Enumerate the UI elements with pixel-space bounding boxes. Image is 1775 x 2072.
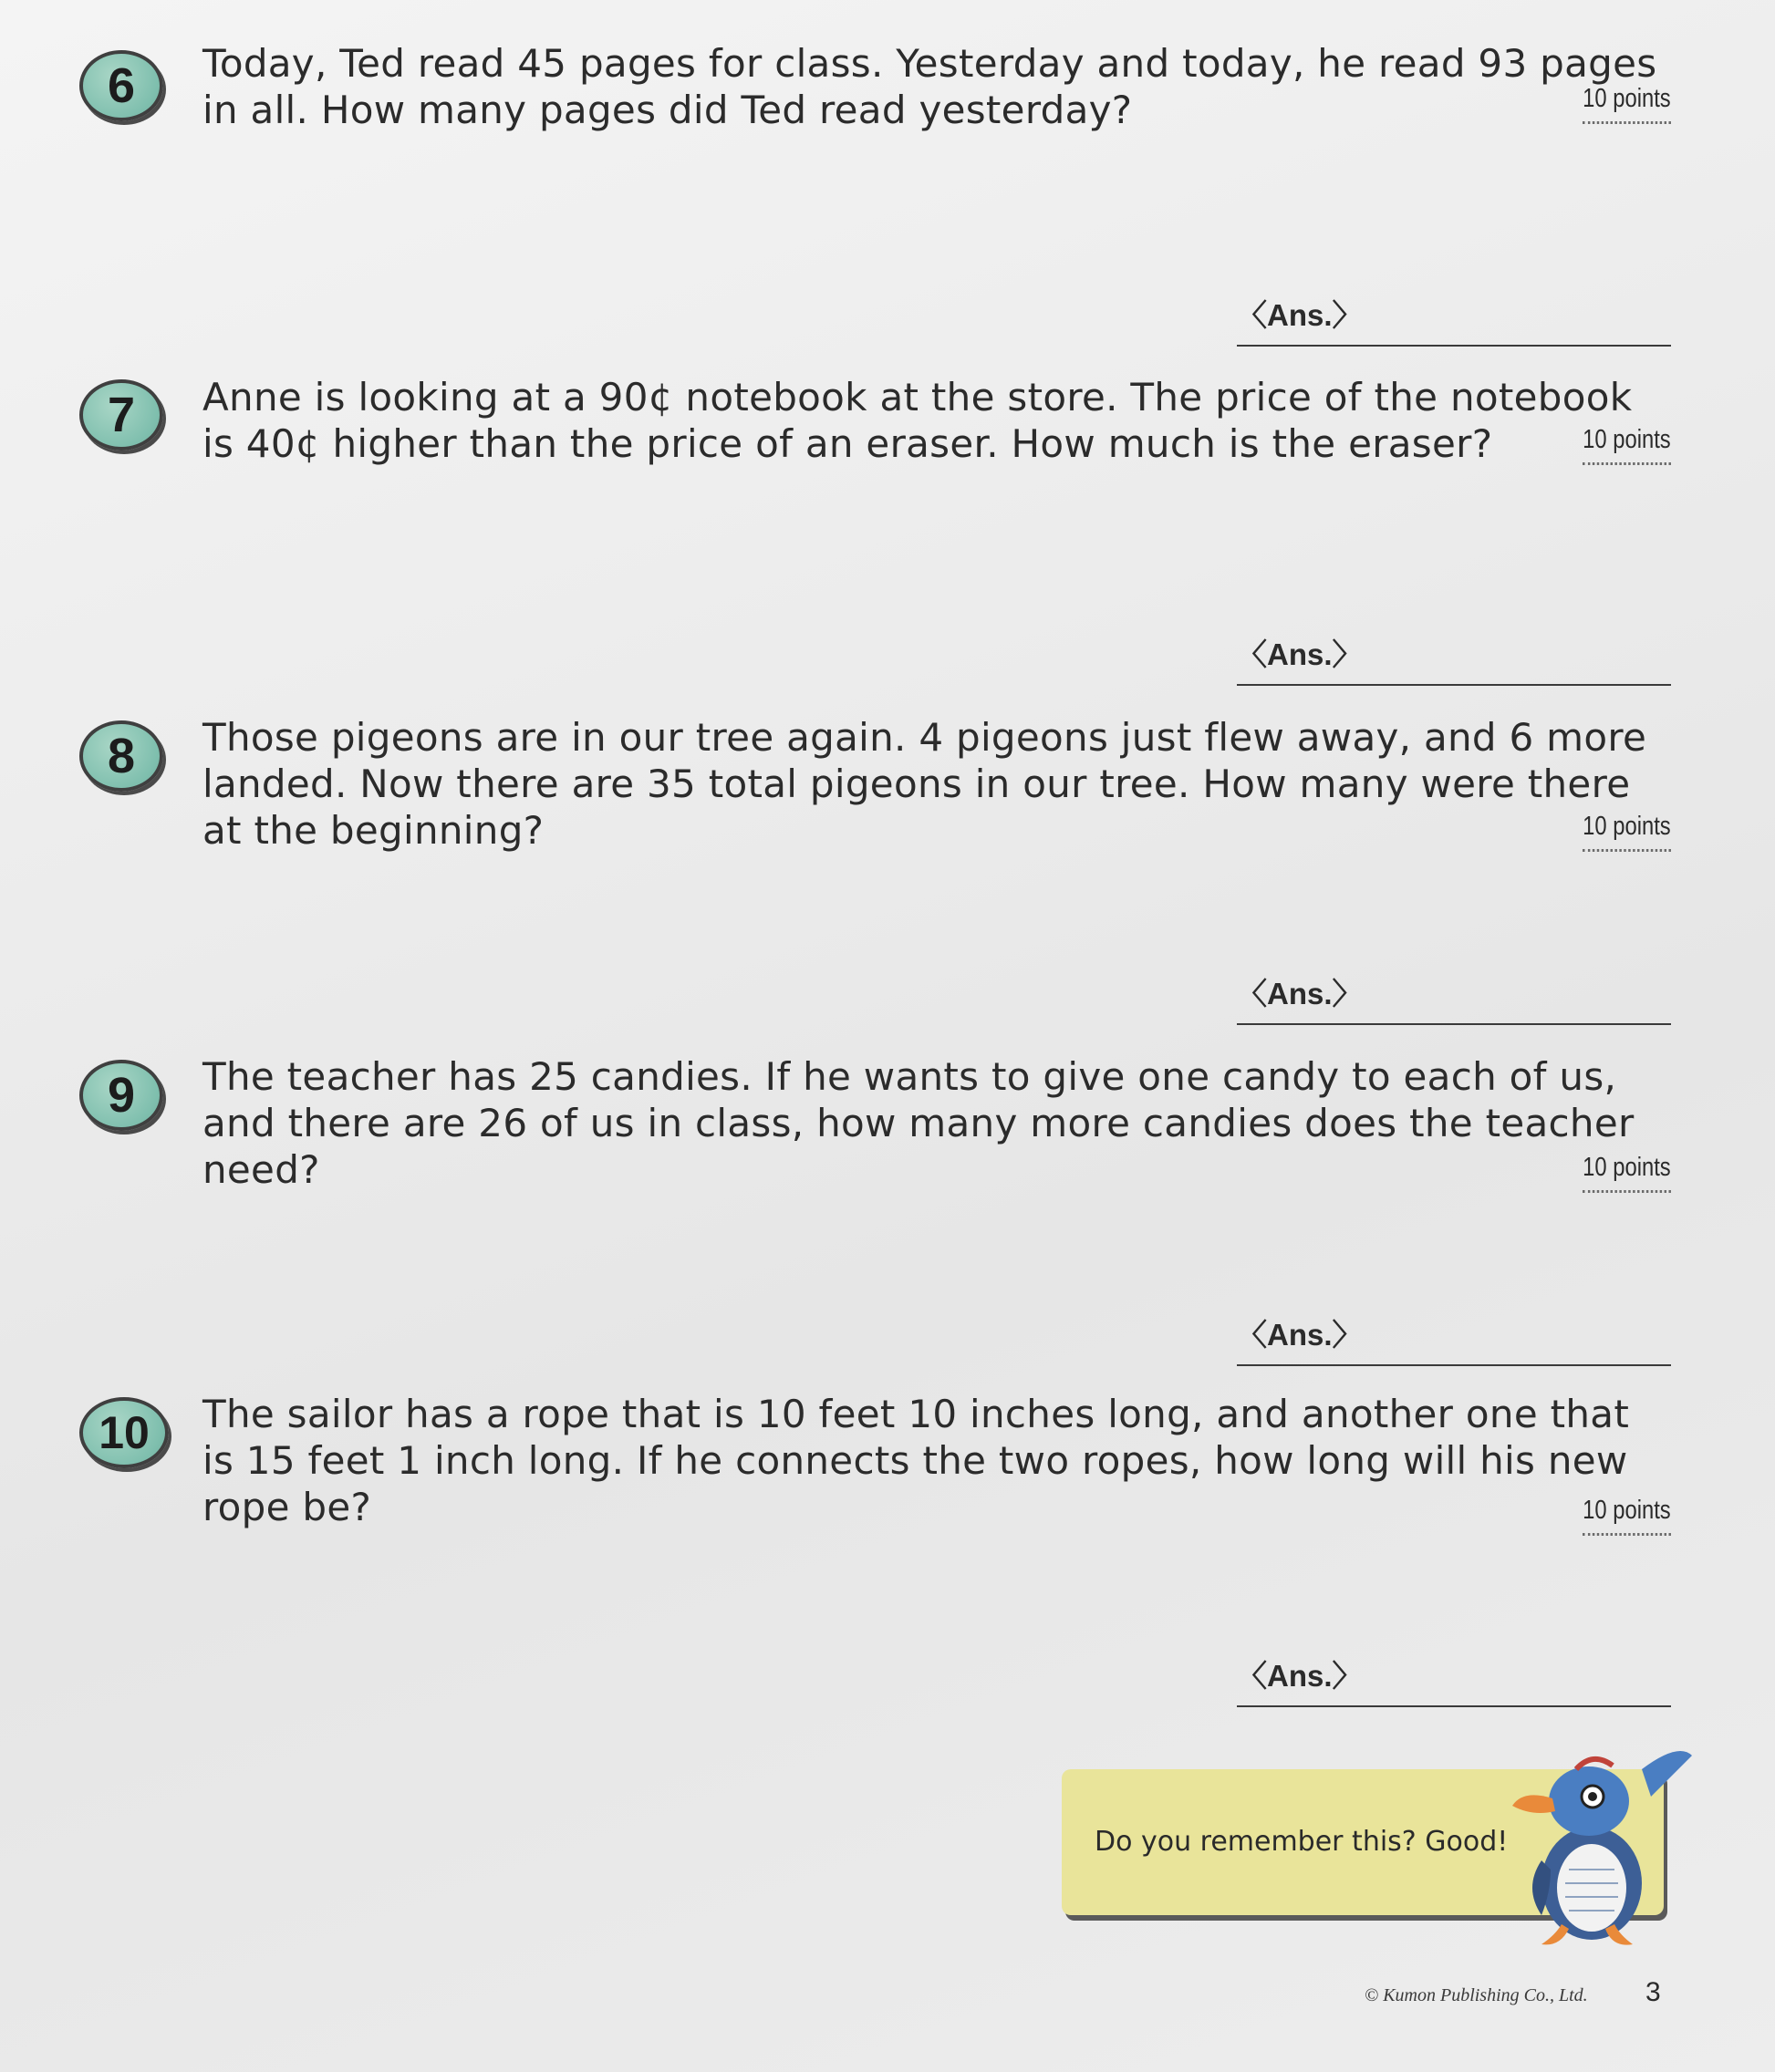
problem-number-badge: 9 [79,1060,163,1131]
answer-label: 〈Ans.〉 [1237,1318,1363,1352]
problem-text: Those pigeons are in our tree again. 4 pigeons just flew away, and 6 more landed. Now there are 35 total pigeons in our tree. How many were there at the beginning? [202,715,1647,853]
answer-line[interactable] [1237,290,1671,347]
answer-label: 〈Ans.〉 [1237,298,1363,332]
problem-text: The teacher has 25 candies. If he wants to give one candy to each of us, and there are 26 of us in class, how many more candies does the teacher need? [202,1054,1635,1192]
answer-label: 〈Ans.〉 [1237,1659,1363,1693]
problem-text: The sailor has a rope that is 10 feet 10 inches long, and another one that is 15 feet 1 inch long. If he connects the two ropes, how long will his new rope be? [202,1392,1630,1529]
penguin-mascot-icon [1505,1733,1697,1952]
points-label: 10 points [1583,1496,1671,1536]
points-label: 10 points [1583,425,1671,465]
problem-text: Anne is looking at a 90¢ notebook at the store. The price of the notebook is 40¢ higher than the price of an eraser. How much is the eraser? [202,375,1633,466]
problem-number-badge: 8 [79,720,163,792]
page-number: 3 [1645,1977,1661,2007]
answer-line[interactable] [1237,629,1671,686]
answer-label: 〈Ans.〉 [1237,977,1363,1010]
points-label: 10 points [1583,812,1671,852]
answer-line[interactable] [1237,1651,1671,1707]
problem-text: Today, Ted read 45 pages for class. Yesterday and today, he read 93 pages in all. How many pages did Ted read yesterday? [202,41,1657,132]
problem-number-badge: 6 [79,50,163,121]
answer-line[interactable] [1237,969,1671,1025]
callout-text: Do you remember this? Good! [1095,1826,1509,1858]
points-label: 10 points [1583,84,1671,124]
answer-label: 〈Ans.〉 [1237,637,1363,671]
answer-line[interactable] [1237,1310,1671,1366]
problem-number-badge: 10 [79,1397,169,1468]
points-label: 10 points [1583,1153,1671,1193]
problem-number-badge: 7 [79,379,163,451]
copyright-text: © Kumon Publishing Co., Ltd. [1365,1985,1588,2005]
